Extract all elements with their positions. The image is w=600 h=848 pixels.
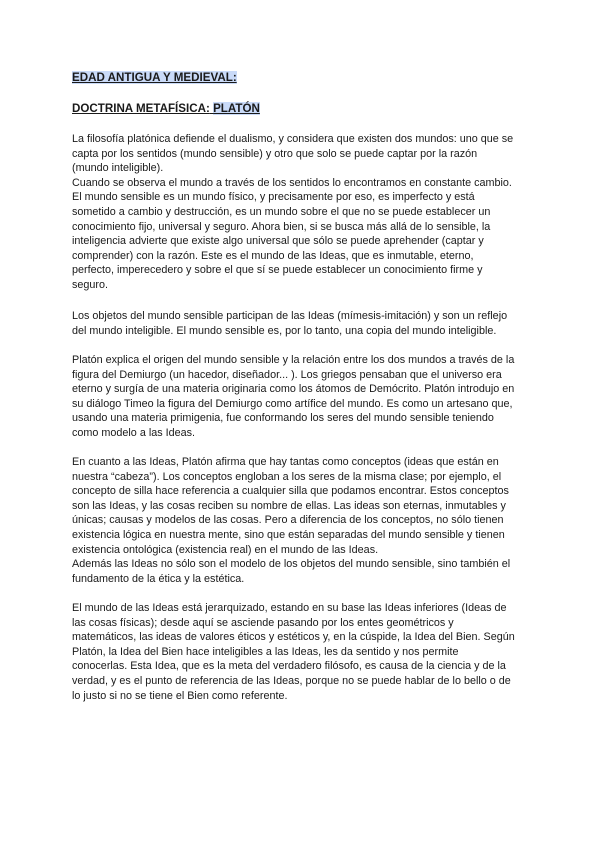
paragraph-ideas [72, 455, 532, 586]
paragraph-line: inteligencia advierte que existe algo universal que sólo se puede aprehender (captar y [72, 235, 484, 248]
paragraph-line: son las Ideas, y las cosas reciben su nombre de ellas. Las ideas son eternas, inmutables y [72, 499, 506, 512]
paragraph-participation [72, 309, 532, 338]
paragraph-line: En cuanto a las Ideas, Platón afirma que hay tantas como conceptos (ideas que están en [72, 456, 499, 468]
paragraph-dualism [72, 132, 532, 293]
paragraph-line: capta por los sentidos (mundo sensible) y otro que solo se puede captar por la razón [72, 147, 478, 160]
paragraph-line: conocimiento fijo, universal y seguro. Ahora bien, si se busca más allá de lo sensible, la [72, 220, 491, 233]
section-heading-name: PLATÓN [213, 102, 260, 115]
paragraph-line: concepto de silla hace referencia a cualquier silla que podamos encontrar. Estos conceptos [72, 485, 509, 498]
paragraph-line: únicas; causas y modelos de las cosas. Pero a diferencia de los conceptos, no sólo tienen [72, 514, 504, 527]
paragraph-line: Los objetos del mundo sensible participan de las Ideas (mímesis-imitación) y son un reflejo [72, 310, 508, 322]
paragraph-line: (mundo inteligible). [72, 162, 164, 175]
paragraph-line: perfecto, imperecedero y sobre el que sí se puede establecer un conocimiento firme y [72, 264, 483, 277]
paragraph-hierarchy [72, 601, 532, 703]
page-title [72, 70, 237, 86]
paragraph-line: del mundo inteligible. El mundo sensible es, por lo tanto, una copia del mundo inteligible. [72, 324, 497, 337]
page-title-text: EDAD ANTIGUA Y MEDIEVAL: [72, 71, 237, 84]
paragraph-line: El mundo sensible es un mundo físico, y precisamente por eso, es imperfecto y está [72, 191, 475, 204]
paragraph-line: verdad, y es el punto de referencia de las Ideas, porque no se puede hablar de lo bello o de [72, 674, 511, 687]
paragraph-line: lo justo si no se tiene el Bien como referente. [72, 689, 288, 702]
paragraph-line: seguro. [72, 278, 109, 291]
paragraph-demiurge [72, 353, 532, 441]
paragraph-line: Platón, la Idea del Bien hace inteligibles a las Ideas, les da sentido y nos permite [72, 645, 459, 658]
paragraph-line: existencia ontológica (existencia real) en el mundo de las Ideas. [72, 543, 379, 556]
paragraph-line: como modelo a las Ideas. [72, 426, 196, 439]
paragraph-line: sometido a cambio y destrucción, es un mundo sobre el que no se puede establecer un [72, 205, 491, 218]
paragraph-line: fundamento de la ética y la estética. [72, 572, 245, 585]
paragraph-line: Cuando se observa el mundo a través de los sentidos lo encontramos en constante cambio. [72, 176, 512, 189]
section-heading-prefix: DOCTRINA METAFÍSICA: [72, 102, 210, 115]
paragraph-line: eterno y surgía de una materia originaria como los átomos de Demócrito. Platón introdujo en [72, 383, 515, 396]
section-heading [72, 101, 260, 117]
paragraph-line: El mundo de las Ideas está jerarquizado, estando en su base las Ideas inferiores (Ideas de [72, 602, 507, 614]
paragraph-line: matemáticos, las ideas de valores éticos y estéticos y, en la cúspide, la Idea del Bien. Según [72, 631, 515, 644]
paragraph-line: Además las Ideas no sólo son el modelo de los objetos del mundo sensible, sino también el [72, 558, 511, 571]
paragraph-line: figura del Demiurgo (un hacedor, diseñador... ). Los griegos pensaban que el universo era [72, 368, 502, 381]
paragraph-line: Platón explica el origen del mundo sensible y la relación entre los dos mundos a través de la [72, 354, 515, 366]
paragraph-line: conocerlas. Esta Idea, que es la meta del verdadero filósofo, es causa de la ciencia y de la [72, 660, 506, 673]
paragraph-line: La filosofía platónica defiende el dualismo, y considera que existen dos mundos: uno que se [72, 133, 514, 145]
paragraph-line: nuestra “cabeza”). Los conceptos engloban a los seres de la misma clase; por ejemplo, el [72, 470, 502, 483]
paragraph-line: las cosas físicas); desde aquí se asciende pasando por los entes geométricos y [72, 616, 454, 629]
paragraph-line: existencia lógica en nuestra mente, sino que están separadas del mundo sensible y tienen [72, 528, 505, 541]
paragraph-line: usando una materia primigenia, fue conformando los seres del mundo sensible teniendo [72, 412, 494, 425]
paragraph-line: su diálogo Timeo la figura del Demiurgo como artífice del mundo. Es como un artesano que, [72, 397, 513, 410]
paragraph-line: comprender) con la razón. Este es el mundo de las Ideas, que es inmutable, eterno, [72, 249, 474, 262]
